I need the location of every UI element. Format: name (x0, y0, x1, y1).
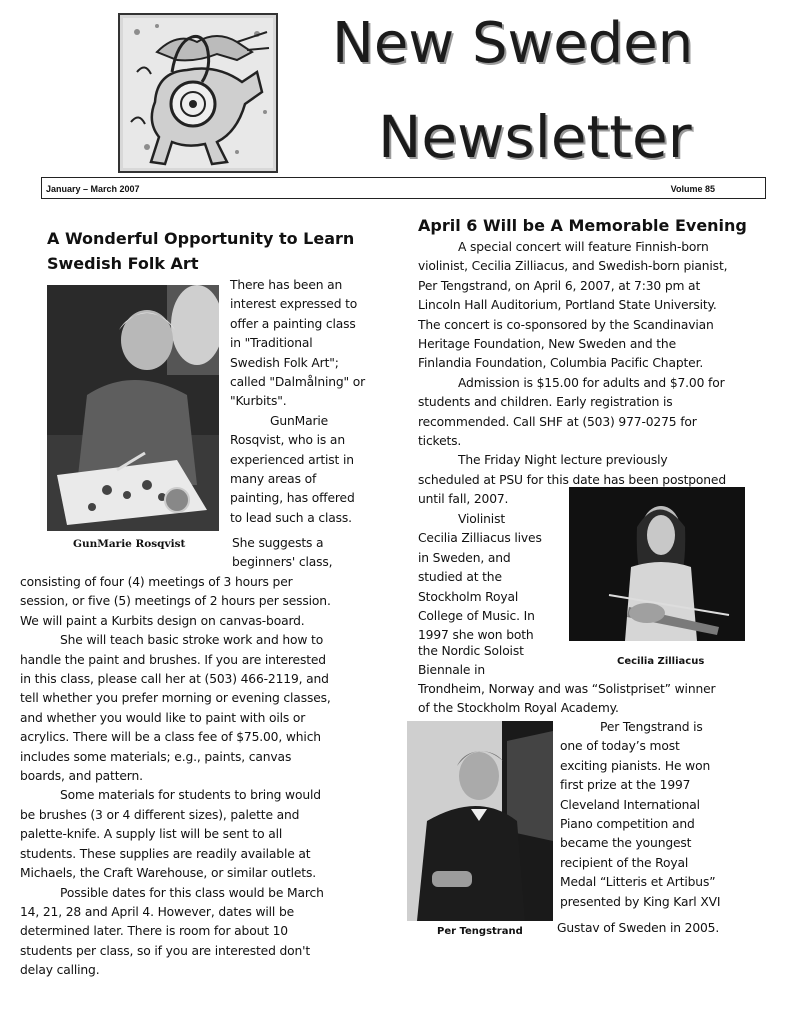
text-line: 1997 she won both (418, 628, 534, 643)
text-line: delay calling. (20, 963, 100, 978)
text-line: She will teach basic stroke work and how to (60, 633, 324, 648)
text-line: called "Dalmålning" or (230, 375, 366, 390)
text-line: in Sweden, and (418, 550, 511, 565)
text-line: one of today’s most (560, 739, 680, 754)
text-line: be brushes (3 or 4 different sizes), palette and (20, 807, 300, 822)
right-article-heading: April 6 Will be A Memorable Evening (418, 216, 747, 235)
piano-end-text: Gustav of Sweden in 2005. (557, 921, 720, 935)
left-article-heading (47, 226, 354, 276)
text-line: palette-knife. A supply list will be sent to all (20, 827, 283, 842)
text-line: Stockholm Royal (418, 589, 519, 604)
violin-side-text (418, 510, 542, 646)
text-line: acrylics. There will be a class fee of $75.00, which (20, 730, 321, 745)
text-line: Heritage Foundation, New Sweden and the (418, 337, 676, 352)
per-caption: Per Tengstrand (437, 926, 523, 937)
text-line: studied at the (418, 570, 502, 585)
text-line: The Friday Night lecture previously (458, 453, 668, 468)
heading-line: A Wonderful Opportunity to Learn (47, 229, 355, 248)
newsletter-title-line2: Newsletter (378, 103, 692, 171)
violin-side-text-2 (418, 642, 524, 681)
text-line: Lincoln Hall Auditorium, Portland State University. (418, 298, 717, 313)
newsletter-title-line1: New Sweden (332, 11, 694, 76)
text-line: Cleveland International (560, 797, 700, 812)
text-line: College of Music. In (418, 609, 535, 624)
text-line: recommended. Call SHF at (503) 977-0275 for (418, 414, 697, 429)
per-photo (407, 721, 553, 921)
text-line: consisting of four (4) meetings of 3 hours per (20, 575, 293, 589)
text-line: interest expressed to (230, 297, 358, 312)
text-line: "Kurbits". (230, 394, 287, 409)
text-line: painting, has offered (230, 491, 355, 506)
text-line: students. These supplies are readily available at (20, 846, 311, 861)
text-line: Rosqvist, who is an (230, 433, 345, 448)
text-line: students per class, so if you are interested don't (20, 943, 311, 958)
dateline-bar (41, 177, 766, 199)
text-line: students and children. Early registration is (418, 395, 673, 410)
text-line: Swedish Folk Art"; (230, 355, 339, 370)
text-line: boards, and pattern. (20, 769, 143, 784)
issue-date: January – March 2007 (46, 184, 140, 194)
text-line: beginners' class, (232, 555, 333, 570)
text-line: tell whether you prefer morning or evening classes, (20, 691, 331, 706)
text-line: Per Tengstrand is (600, 720, 703, 734)
text-line: became the youngest (560, 836, 692, 851)
text-line: scheduled at PSU for this date has been postponed (418, 472, 727, 487)
text-line: recipient of the Royal (560, 855, 689, 870)
piano-side-text (560, 718, 720, 912)
left-beside-photo-text (230, 276, 365, 528)
text-line: the Nordic Soloist (418, 644, 524, 658)
issue-volume: Volume 85 (670, 184, 715, 194)
text-line: session, or five (5) meetings of 2 hours per session. (20, 594, 331, 609)
gunmarie-photo (47, 285, 219, 531)
text-line: A special concert will feature Finnish-born (458, 240, 709, 254)
text-line: to lead such a class. (230, 510, 352, 525)
text-line: Trondheim, Norway and was “Solistpriset” winner (418, 682, 716, 696)
left-after-caption-text (232, 534, 332, 573)
text-line: Cecilia Zilliacus lives (418, 531, 542, 546)
text-line: determined later. There is room for about 10 (20, 924, 288, 939)
text-line: Some materials for students to bring would (60, 788, 321, 803)
cecilia-photo (569, 487, 745, 641)
text-line: until fall, 2007. (418, 492, 509, 507)
text-line: Admission is $15.00 for adults and $7.00 for (458, 375, 725, 390)
text-line: first prize at the 1997 (560, 778, 691, 793)
text-line: Possible dates for this class would be March (60, 885, 324, 900)
text-line: Per Tengstrand, on April 6, 2007, at 7:30 pm at (418, 278, 701, 293)
text-line: in this class, please call her at (503) 466-2119, and (20, 672, 329, 687)
text-line: handle the paint and brushes. If you are interested (20, 652, 326, 667)
text-line: many areas of (230, 472, 317, 487)
left-article-body (20, 573, 380, 981)
text-line: offer a painting class (230, 316, 356, 331)
gunmarie-caption: GunMarie Rosqvist (73, 538, 186, 550)
text-line: of the Stockholm Royal Academy. (418, 701, 619, 716)
text-line: The concert is co-sponsored by the Scandinavian (418, 317, 714, 332)
heading-line: Swedish Folk Art (47, 254, 199, 273)
text-line: There has been an (230, 278, 343, 292)
text-line: experienced artist in (230, 452, 354, 467)
text-line: violinist, Cecilia Zilliacus, and Swedish-born pianist, (418, 259, 728, 274)
cecilia-caption: Cecilia Zilliacus (617, 656, 705, 667)
text-line: Violinist (458, 512, 506, 526)
text-line: presented by King Karl XVI (560, 894, 721, 909)
right-article-body (418, 238, 778, 510)
text-line: Biennale in (418, 663, 485, 678)
text-line: 14, 21, 28 and April 4. However, dates will be (20, 904, 295, 919)
text-line: We will paint a Kurbits design on canvas-board. (20, 613, 305, 628)
text-line: includes some materials; e.g., paints, canvas (20, 749, 292, 764)
text-line: and whether you would like to paint with oils or (20, 710, 306, 725)
text-line: GunMarie (270, 413, 329, 428)
violin-full-text (418, 680, 715, 719)
newsletter-logo (117, 12, 279, 174)
text-line: Michaels, the Craft Warehouse, or similar outlets. (20, 866, 316, 881)
text-line: tickets. (418, 434, 462, 449)
text-line: exciting pianists. He won (560, 758, 711, 773)
text-line: in "Traditional (230, 336, 313, 351)
text-line: Piano competition and (560, 817, 695, 832)
text-line: She suggests a (232, 536, 324, 550)
text-line: Medal “Litteris et Artibus” (560, 875, 716, 890)
text-line: Finlandia Foundation, Columbia Pacific Chapter. (418, 356, 704, 371)
